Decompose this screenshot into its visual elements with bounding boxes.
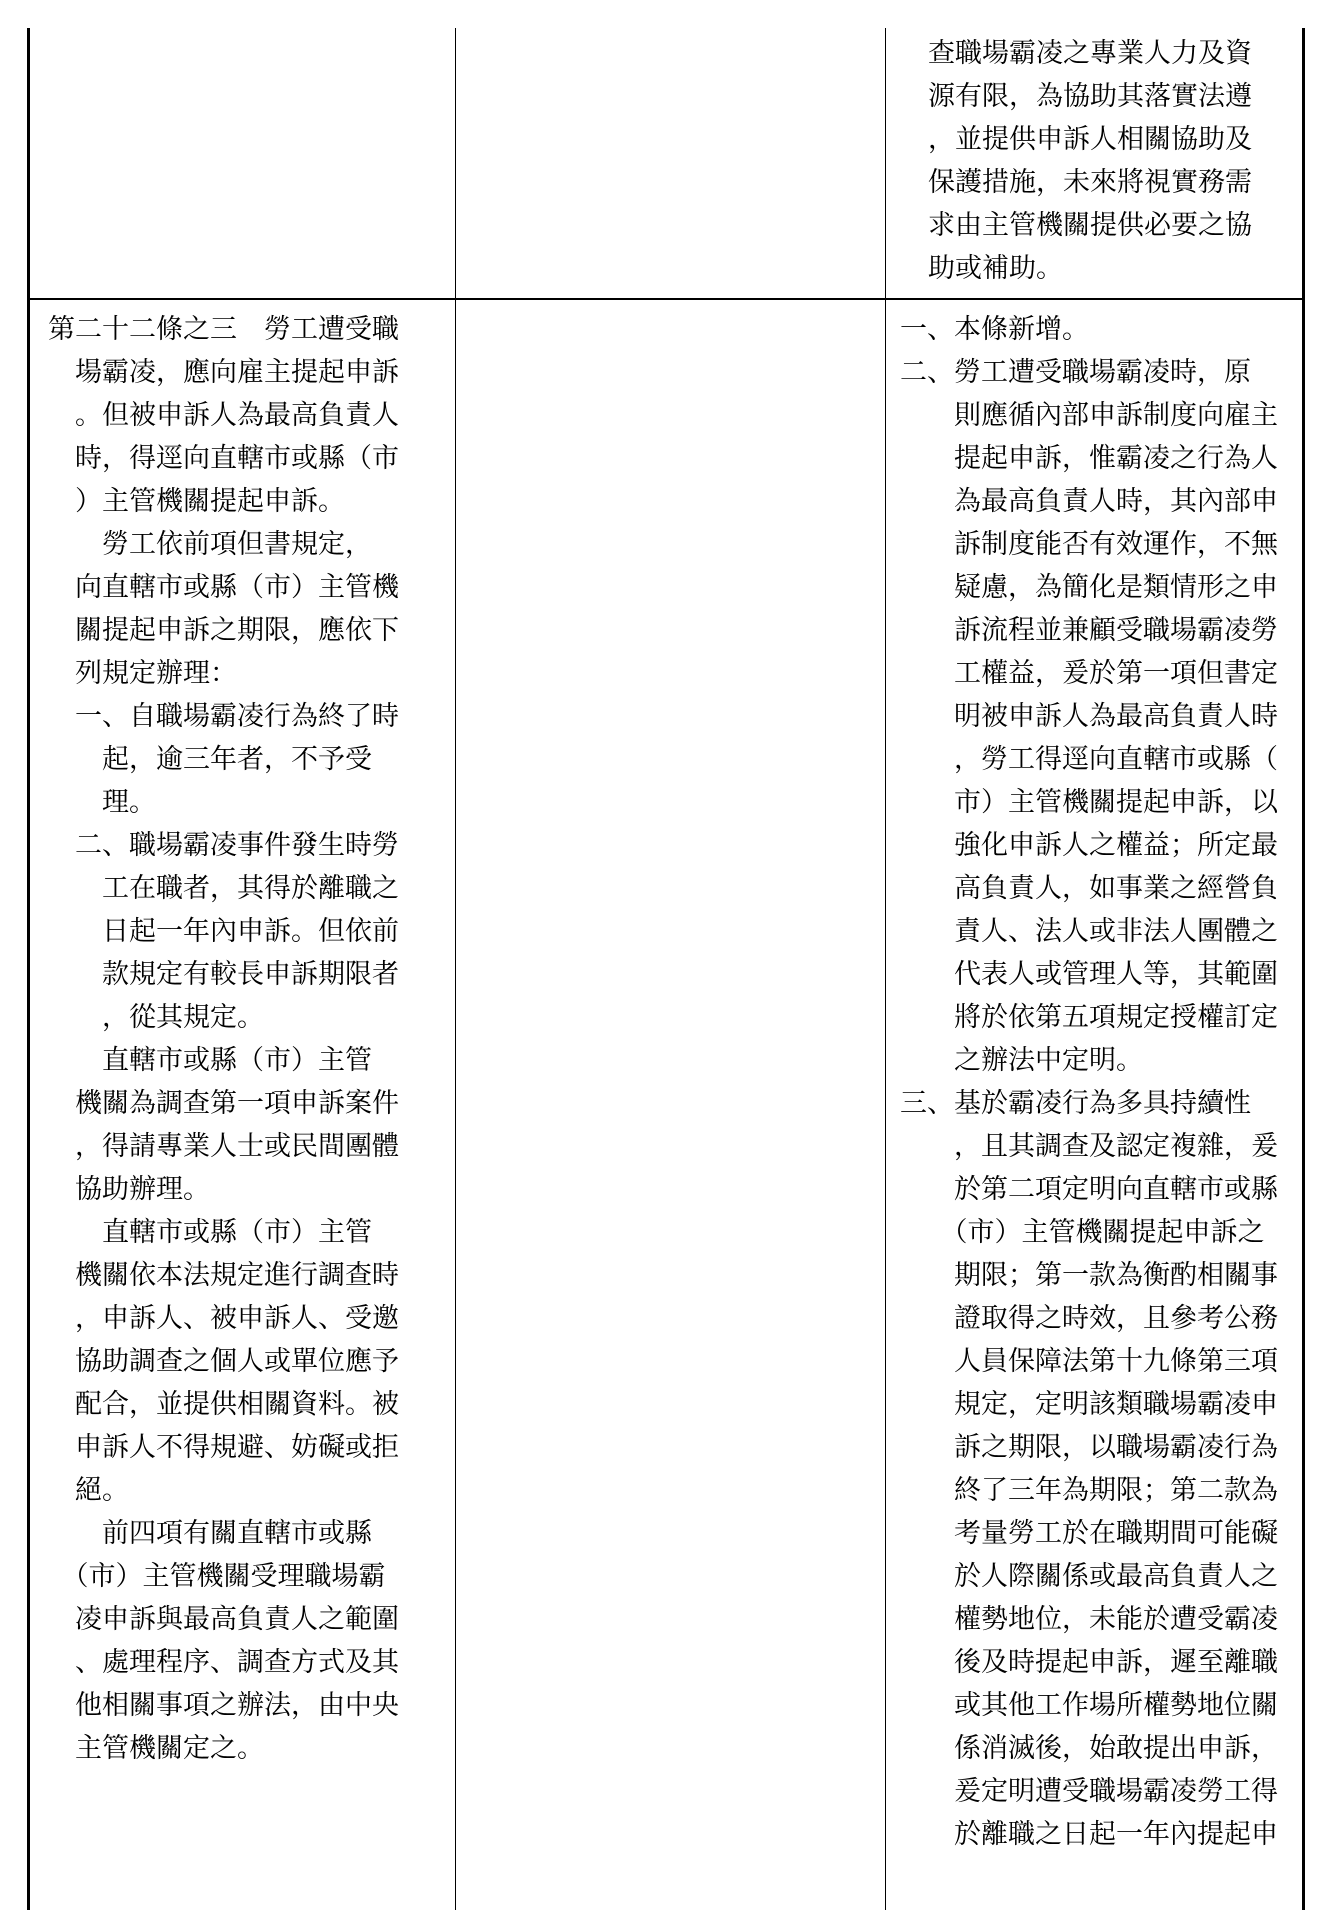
text-line: 期限；第一款為衡酌相關事: [900, 1260, 1278, 1291]
text-line: 配合，並提供相關資料。被: [48, 1389, 399, 1420]
text-line: ，並提供申訴人相關協助及: [928, 124, 1252, 155]
text-line: ，申訴人、被申訴人、受邀: [48, 1303, 399, 1334]
text-line: 第二十二條之三 勞工遭受職: [48, 314, 399, 345]
text-line: 主管機關定之。: [48, 1733, 264, 1764]
text-line: 工在職者，其得於離職之: [48, 873, 399, 904]
text-line: 保護措施，未來將視實務需: [928, 167, 1252, 198]
text-line: 場霸凌，應向雇主提起申訴: [48, 357, 399, 388]
text-line: （市）主管機關受理職場霸: [48, 1561, 386, 1592]
text-line: 疑慮，為簡化是類情形之申: [900, 572, 1278, 603]
text-line: 考量勞工於在職期間可能礙: [900, 1518, 1278, 1549]
text-line: 人員保障法第十九條第三項: [900, 1346, 1278, 1377]
text-line: 列規定辦理：: [48, 658, 237, 689]
text-line: 市）主管機關提起申訴，以: [900, 787, 1278, 818]
row-divider: [27, 298, 1305, 300]
text-line: 訴制度能否有效運作，不無: [900, 529, 1278, 560]
text-line: 絕。: [48, 1475, 129, 1506]
text-line: ，且其調查及認定複雜，爰: [900, 1131, 1278, 1162]
text-line: 源有限，為協助其落實法遵: [928, 81, 1252, 112]
text-line: 協助調查之個人或單位應予: [48, 1346, 399, 1377]
text-line: 爰定明遭受職場霸凌勞工得: [900, 1776, 1278, 1807]
text-line: 直轄市或縣（市）主管: [48, 1217, 372, 1248]
table-left-border: [27, 28, 30, 1910]
article-22-3-explanation: [900, 308, 1300, 1856]
text-line: 之辦法中定明。: [900, 1045, 1143, 1076]
text-line: 。但被申訴人為最高負責人: [48, 400, 399, 431]
text-line: 款規定有較長申訴期限者: [48, 959, 399, 990]
text-line: 訴流程並兼顧受職場霸凌勞: [900, 615, 1278, 646]
text-line: 、處理程序、調查方式及其: [48, 1647, 399, 1678]
text-line: 勞工依前項但書規定，: [48, 529, 372, 560]
text-line: 係消滅後，始敢提出申訴，: [900, 1733, 1278, 1764]
text-line: ）主管機關提起申訴。: [48, 486, 345, 517]
text-line: 工權益，爰於第一項但書定: [900, 658, 1278, 689]
text-line: 後及時提起申訴，遲至離職: [900, 1647, 1278, 1678]
text-line: 凌申訴與最高負責人之範圍: [48, 1604, 399, 1635]
text-line: ，得請專業人士或民間團體: [48, 1131, 399, 1162]
text-line: 將於依第五項規定授權訂定: [900, 1002, 1278, 1033]
text-line: 他相關事項之辦法，由中央: [48, 1690, 399, 1721]
text-line: 協助辦理。: [48, 1174, 210, 1205]
text-line: 機關依本法規定進行調查時: [48, 1260, 399, 1291]
text-line: 則應循內部申訴制度向雇主: [900, 400, 1278, 431]
text-line: 證取得之時效，且參考公務: [900, 1303, 1278, 1334]
text-line: 於離職之日起一年內提起申: [900, 1819, 1278, 1850]
text-line: 明被申訴人為最高負責人時: [900, 701, 1278, 732]
row1-explanation: [928, 32, 1298, 290]
text-line: 二、職場霸凌事件發生時勞: [48, 830, 399, 861]
text-line: 起，逾三年者，不予受: [48, 744, 372, 775]
text-line: 助或補助。: [928, 253, 1063, 284]
text-line: 求由主管機關提供必要之協: [928, 210, 1252, 241]
text-line: 日起一年內申訴。但依前: [48, 916, 399, 947]
text-line: 高負責人，如事業之經營負: [900, 873, 1278, 904]
column-divider-2: [885, 28, 886, 1910]
column-divider-1: [455, 28, 456, 1910]
text-line: 責人、法人或非法人團體之: [900, 916, 1278, 947]
text-line: 機關為調查第一項申訴案件: [48, 1088, 399, 1119]
text-line: 訴之期限，以職場霸凌行為: [900, 1432, 1278, 1463]
text-line: 理。: [48, 787, 156, 818]
text-line: （市）主管機關提起申訴之: [900, 1217, 1265, 1248]
text-line: 申訴人不得規避、妨礙或拒: [48, 1432, 399, 1463]
text-line: ，勞工得逕向直轄市或縣（: [900, 744, 1278, 775]
text-line: 終了三年為期限；第二款為: [900, 1475, 1278, 1506]
text-line: 時，得逕向直轄市或縣（市: [48, 443, 399, 474]
text-line: 強化申訴人之權益；所定最: [900, 830, 1278, 861]
text-line: 於第二項定明向直轄市或縣: [900, 1174, 1278, 1205]
text-line: 一、本條新增。: [900, 314, 1089, 345]
text-line: 三、基於霸凌行為多具持續性: [900, 1088, 1251, 1119]
text-line: 關提起申訴之期限，應依下: [48, 615, 399, 646]
text-line: 查職場霸凌之專業人力及資: [928, 38, 1252, 69]
text-line: ，從其規定。: [48, 1002, 264, 1033]
text-line: 於人際關係或最高負責人之: [900, 1561, 1278, 1592]
text-line: 直轄市或縣（市）主管: [48, 1045, 372, 1076]
text-line: 規定，定明該類職場霸凌申: [900, 1389, 1278, 1420]
text-line: 前四項有關直轄市或縣: [48, 1518, 372, 1549]
text-line: 權勢地位，未能於遭受霸凌: [900, 1604, 1278, 1635]
article-22-3-text: [48, 308, 448, 1770]
text-line: 代表人或管理人等，其範圍: [900, 959, 1278, 990]
text-line: 一、自職場霸凌行為終了時: [48, 701, 399, 732]
text-line: 或其他工作場所權勢地位關: [900, 1690, 1278, 1721]
text-line: 提起申訴，惟霸凌之行為人: [900, 443, 1278, 474]
text-line: 為最高負責人時，其內部申: [900, 486, 1278, 517]
text-line: 二、勞工遭受職場霸凌時，原: [900, 357, 1251, 388]
table-right-border: [1302, 28, 1305, 1910]
text-line: 向直轄市或縣（市）主管機: [48, 572, 399, 603]
